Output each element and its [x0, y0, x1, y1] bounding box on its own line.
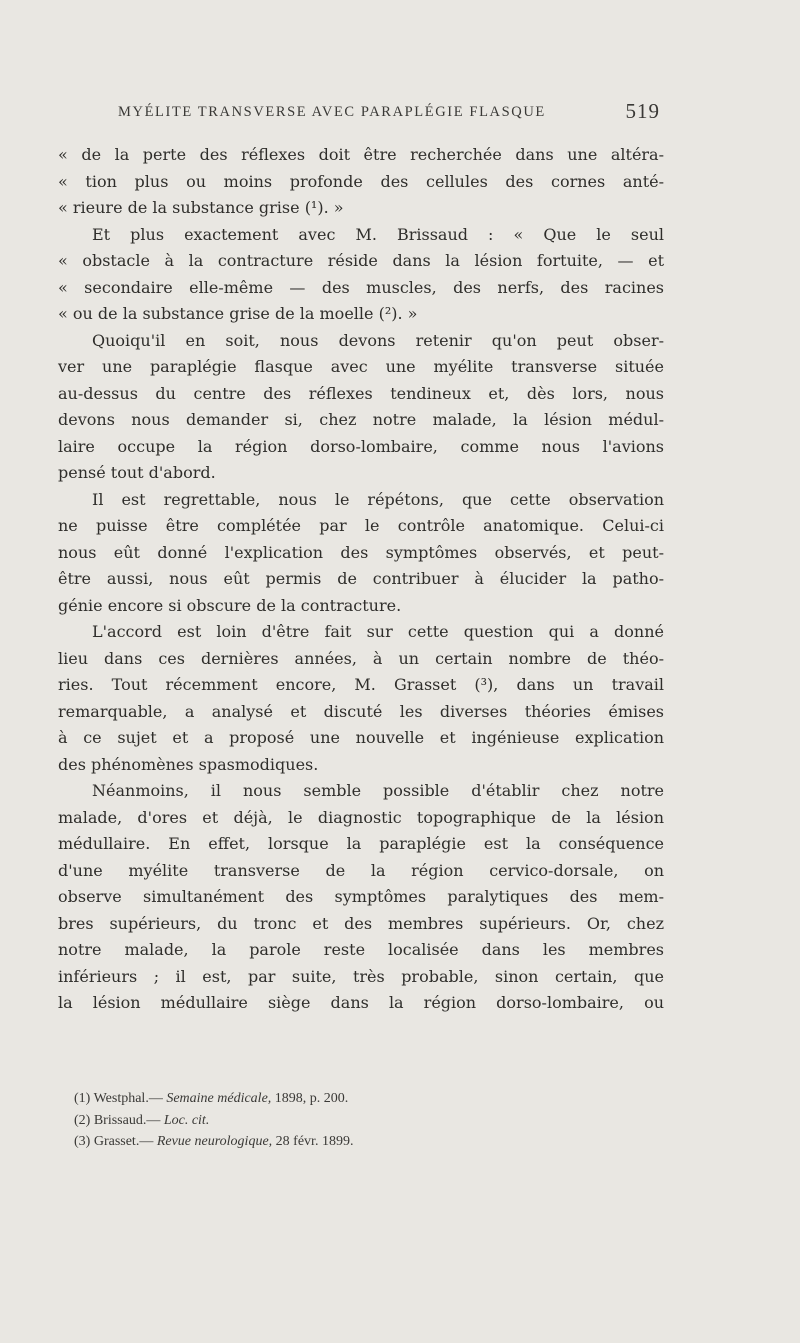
footnote	[74, 1131, 634, 1153]
footnote	[74, 1088, 634, 1110]
text-line: laire occupe la région dorso-lombaire, comme nous l'avions	[58, 436, 664, 456]
text-line: au-dessus du centre des réflexes tendineux et, dès lors, nous	[58, 383, 664, 403]
footnote	[74, 1110, 634, 1132]
text-line: observe simultanément des symptômes paralytiques des mem-	[58, 887, 664, 906]
text-line: ries. Tout récemment encore, M. Grasset (³), dans un travail	[58, 675, 664, 694]
running-header	[118, 99, 660, 123]
footnote-author: Grasset.—	[93, 1134, 154, 1149]
body-text	[58, 142, 664, 1017]
text-line: bres supérieurs, du tronc et des membres supérieurs. Or, chez	[58, 913, 664, 933]
text-line: nous eût donné l'explication des symptômes observés, et peut-	[58, 542, 664, 562]
header-title: MYÉLITE TRANSVERSE AVEC PARAPLÉGIE FLASQUE	[118, 104, 546, 120]
text-line: pensé tout d'abord.	[58, 463, 216, 482]
text-line: « tion plus ou moins profonde des cellules des cornes anté-	[58, 171, 664, 191]
footnote-mark: (2)	[74, 1112, 91, 1128]
text-line: remarquable, a analysé et discuté les diverses théories émises	[58, 701, 664, 721]
text-line: notre malade, la parole reste localisée dans les membres	[58, 940, 664, 959]
text-line: malade, d'ores et déjà, le diagnostic topographique de la lésion	[58, 807, 664, 827]
text-line: Et plus exactement avec M. Brissaud : « Que le seul	[92, 224, 664, 244]
text-line: d'une myélite transverse de la région cervico-dorsale, on	[58, 860, 664, 880]
text-line: lieu dans ces dernières années, à un certain nombre de théo-	[58, 648, 664, 668]
text-line: « obstacle à la contracture réside dans la lésion fortuite, — et	[58, 251, 664, 270]
footnote-mark: (1)	[74, 1091, 91, 1106]
text-line: ver une paraplégie flasque avec une myélite transverse située	[58, 357, 664, 376]
text-line: ne puisse être complétée par le contrôle anatomique. Celui-ci	[58, 516, 664, 535]
footnote-rest: 1898, p. 200.	[274, 1091, 349, 1106]
text-line: médullaire. En effet, lorsque la paraplégie est la conséquence	[58, 834, 664, 853]
footnotes	[74, 1088, 634, 1153]
page-number: 519	[625, 99, 660, 123]
text-line: « secondaire elle-même — des muscles, des nerfs, des racines	[58, 277, 664, 297]
footnote-author: Westphal.—	[93, 1091, 163, 1106]
footnote-author: Brissaud.—	[93, 1112, 161, 1128]
text-line: « de la perte des réflexes doit être recherchée dans une altéra-	[58, 145, 664, 164]
footnote-title: Revue neurologique,	[156, 1134, 273, 1149]
text-line: la lésion médullaire siège dans la région dorso-lombaire, ou	[58, 993, 664, 1012]
footnote-title: Loc. cit.	[163, 1112, 210, 1128]
footnote-rest: 28 févr. 1899.	[275, 1134, 354, 1149]
footnote-mark: (3)	[74, 1134, 91, 1149]
text-line: L'accord est loin d'être fait sur cette question qui a donné	[92, 622, 664, 641]
text-line: Néanmoins, il nous semble possible d'établir chez notre	[92, 781, 664, 800]
text-line: à ce sujet et a proposé une nouvelle et ingénieuse explication	[58, 728, 664, 747]
text-line: des phénomènes spasmodiques.	[58, 754, 319, 774]
footnote-title: Semaine médicale,	[166, 1091, 272, 1106]
text-line: devons nous demander si, chez notre malade, la lésion médul-	[58, 410, 664, 429]
text-line: « rieure de la substance grise (¹). »	[58, 198, 344, 217]
text-line: être aussi, nous eût permis de contribuer à élucider la patho-	[58, 569, 664, 588]
text-line: inférieurs ; il est, par suite, très probable, sinon certain, que	[58, 966, 664, 986]
text-line: génie encore si obscure de la contracture.	[58, 595, 402, 615]
text-line: Il est regrettable, nous le répétons, que cette observation	[92, 489, 664, 509]
text-line: Quoiqu'il en soit, nous devons retenir qu'on peut obser-	[92, 330, 664, 350]
text-line: « ou de la substance grise de la moelle (²). »	[58, 304, 418, 323]
